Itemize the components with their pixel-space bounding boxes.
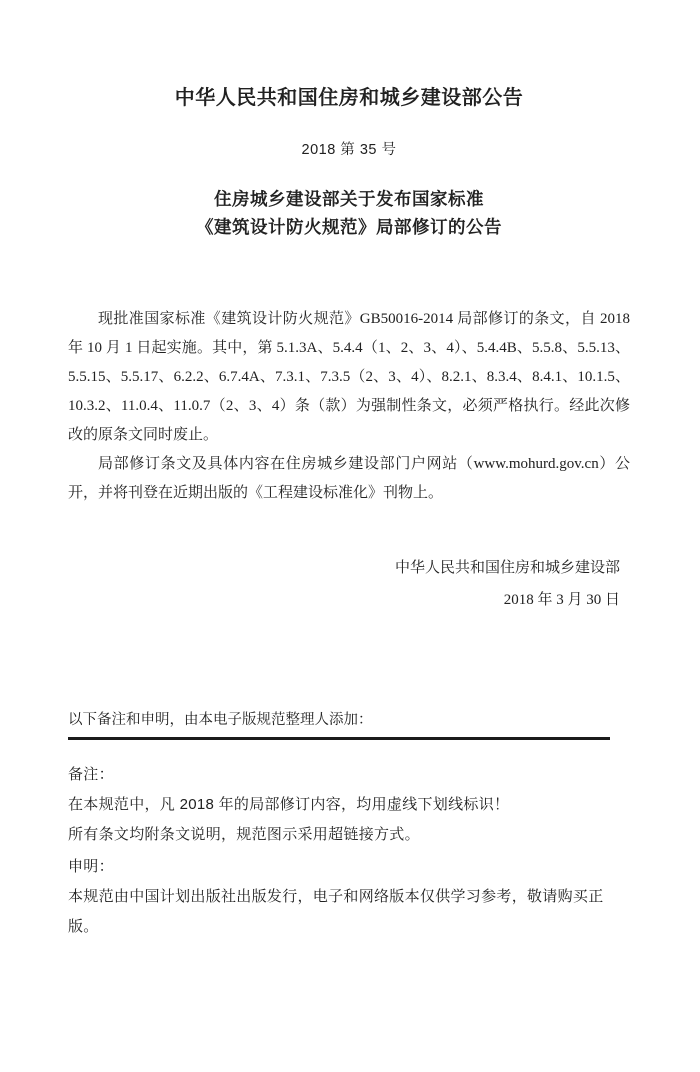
signature-block bbox=[68, 552, 630, 616]
document-body bbox=[68, 305, 630, 508]
notes-intro: 以下备注和申明，由本电子版规范整理人添加： bbox=[68, 712, 373, 728]
notes-section bbox=[68, 760, 630, 942]
statement-label: 申明： bbox=[68, 858, 114, 875]
signature-organization: 中华人民共和国住房和城乡建设部 bbox=[394, 560, 620, 576]
document-subtitle-line-2: 《建筑设计防火规范》局部修订的公告 bbox=[196, 217, 502, 237]
body-paragraph-1: 现批准国家标准《建筑设计防火规范》GB50016-2014 局部修订的条文，自 2018 年 10 月 1 日起实施。其中，第 5.1.3A、5.4.4（1、2、3、4）、5.4.4B、5.5.8、5.5.13、5.5.15、5.5.17、6.2.2、6.7.4A、7.3.1、7.3.5（2、3、4）、8.2.1、8.3.4、8.4.1、10.1.5、10.3.2、11.0.4、11.0.7（2、3、4）条（款）为强制性条文，必须严格执行。经此次修改的原条文同时废止。 bbox=[68, 311, 630, 443]
statement-line: 本规范由中国计划出版社出版发行，电子和网络版本仅供学习参考，敬请购买正版。 bbox=[68, 888, 604, 935]
signature-date: 2018 年 3 月 30 日 bbox=[503, 592, 620, 608]
document-number: 2018 第 35 号 bbox=[301, 142, 397, 158]
remark-line-1: 在本规范中，凡 2018 年的局部修订内容，均用虚线下划线标识！ bbox=[68, 796, 510, 813]
remark-line-2: 所有条文均附条文说明，规范图示采用超链接方式。 bbox=[68, 826, 420, 843]
document-title: 中华人民共和国住房和城乡建设部公告 bbox=[174, 87, 524, 109]
remarks-label: 备注： bbox=[68, 766, 114, 783]
document-subtitle bbox=[68, 185, 630, 241]
notes-divider bbox=[68, 737, 610, 740]
document-subtitle-line-1: 住房城乡建设部关于发布国家标准 bbox=[214, 189, 484, 209]
body-paragraph-2: 局部修订条文及具体内容在住房城乡建设部门户网站（www.mohurd.gov.cn）公开，并将刊登在近期出版的《工程建设标准化》刊物上。 bbox=[68, 456, 630, 501]
document-page bbox=[0, 83, 700, 1072]
